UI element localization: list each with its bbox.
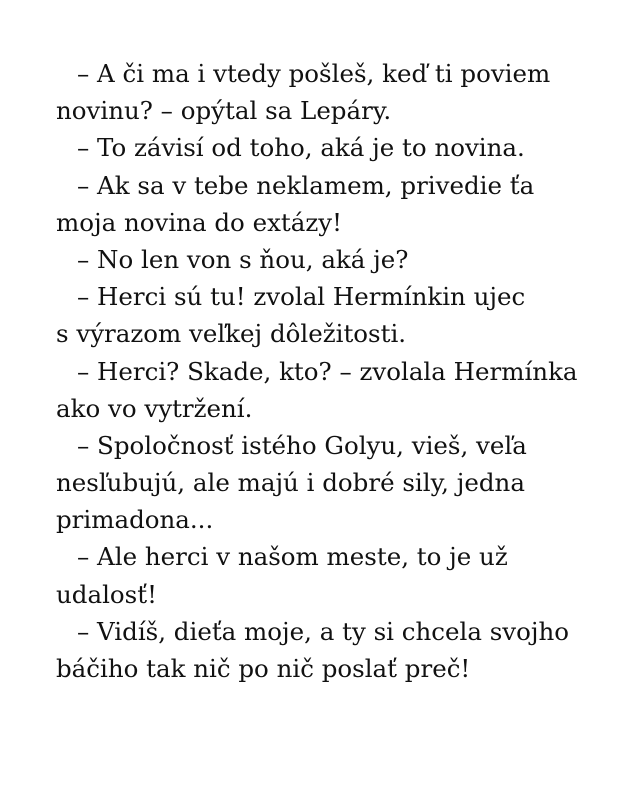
text-line: s výrazom veľkej dôležitosti. (56, 319, 407, 349)
text-line: – Ale herci v našom meste, to je už (77, 542, 508, 572)
text-line: udalosť! (56, 579, 157, 609)
text-line: – Spoločnosť istého Golyu, vieš, veľa (77, 430, 527, 460)
text-line: báčiho tak nič po nič poslať preč! (56, 654, 471, 683)
text-line: – A či ma i vtedy pošleš, keď ti poviem (77, 59, 551, 88)
text-line: – Vidíš, dieťa moje, a ty si chcela svojho (77, 616, 570, 646)
text-line: – Herci? Skade, kto? – zvolala Hermínka (77, 356, 578, 386)
text-line: nesľubujú, ale majú i dobré sily, jedna (56, 468, 525, 498)
text-line: – Herci sú tu! zvolal Hermínkin ujec (77, 282, 526, 312)
text-line: – To závisí od toho, aká je to novina. (77, 133, 525, 163)
text-line: – No len von s ňou, aká je? (77, 244, 409, 274)
text-line: – Ak sa v tebe neklamem, privedie ťa (77, 170, 535, 200)
text-line: ako vo vytržení. (56, 393, 253, 423)
book-page-text (56, 55, 616, 687)
text-line: primadona... (56, 505, 214, 535)
text-line: novinu? – opýtal sa Lepáry. (56, 96, 392, 126)
text-line: moja novina do extázy! (56, 207, 342, 237)
